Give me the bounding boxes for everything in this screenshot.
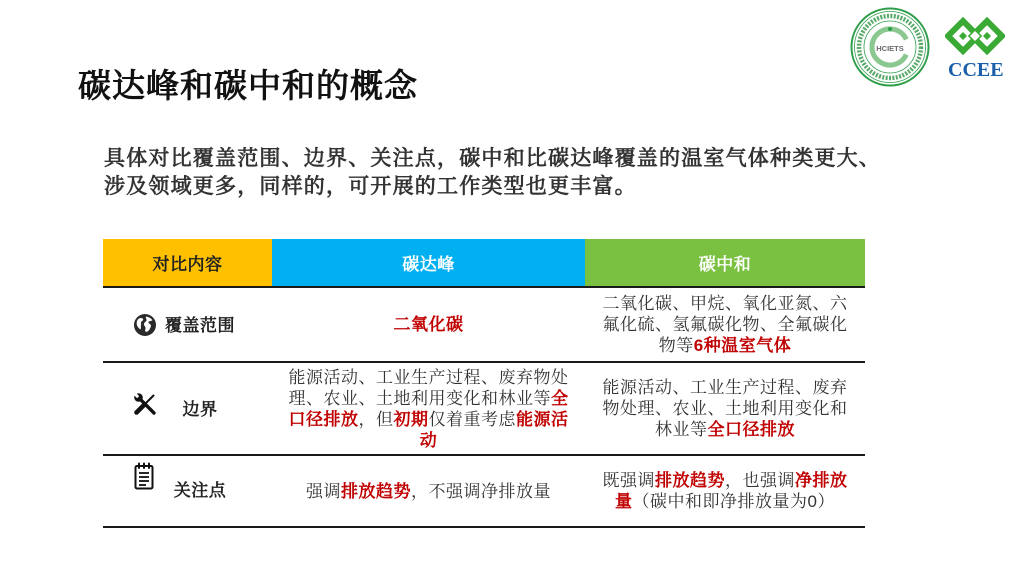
cell-text: 二氧化碳、甲烷、氧化亚氮、六 [602,294,848,313]
cell-text: （碳中和即净排放量为0） [632,492,835,511]
cell-line [603,398,848,419]
comparison-table [103,239,865,528]
cell-line [615,491,835,512]
carbon-neutral-cell [585,456,865,526]
cell-text: ，也强调 [725,471,795,490]
cell-text: 排放趋势 [341,481,411,501]
cell-line [603,377,848,398]
cell-text: ，但 [358,409,394,429]
carbon-peak-cell [272,288,585,361]
slide-title: 碳达峰和碳中和的概念 [78,67,418,104]
cell-text: 理、农业、土地利用变化和林业等 [288,388,551,408]
carbon-neutral-cell [585,288,865,361]
cell-line [420,430,438,451]
aspect-cell [103,456,272,526]
cell-text: 能源活 [516,409,569,429]
cell-text: 二氧化碳 [393,315,464,334]
aspect-cell [103,363,272,454]
cell-text: ，不强调净排放量 [411,481,551,501]
cell-text: 量 [615,492,633,511]
cell-text: 林业等 [655,420,708,439]
ccee-logo-text: CCEE [948,59,1004,81]
cell-text: 能源活动、工业生产过程、废弃 [602,378,848,397]
cell-text: 氟化硫、氢氟碳化物、全氟碳化 [602,315,848,334]
carbon-peak-cell [272,363,585,454]
header-carbon-neutral: 碳中和 [585,239,865,286]
cell-text: 能源活动、工业生产过程、废弃物处 [288,367,569,387]
table-row-coverage [103,288,865,361]
table-row-boundary [103,363,865,454]
cell-text: 物处理、农业、土地利用变化和 [602,399,848,418]
table-row-focus [103,456,865,526]
carbon-neutral-cell [585,363,865,454]
header-carbon-peak: 碳达峰 [272,239,585,286]
ccee-mark-icon [945,17,1005,55]
cell-text: 既强调 [602,471,655,490]
cell-text: 仅着重考虑 [428,409,516,429]
table-header-row [103,239,865,286]
cell-line [603,314,848,335]
cell-line [603,293,848,314]
aspect-cell [103,288,272,361]
aspect-label: 关注点 [173,481,227,500]
cell-text: 口径排放 [288,409,359,429]
table-rule [103,526,865,528]
aspect-label: 边界 [182,400,218,419]
header-compare-item: 对比内容 [103,239,272,286]
cell-text: 初期 [393,409,429,429]
intro-line: 涉及领域更多，同样的，可开展的工作类型也更丰富。 [104,175,637,198]
cell-text: 排放趋势 [655,471,725,490]
carbon-peak-cell [272,456,585,526]
intro-paragraph [104,145,881,201]
cell-line [289,388,569,409]
intro-line: 具体对比覆盖范围、边界、关注点，碳中和比碳达峰覆盖的温室气体种类更大、 [104,147,881,170]
cell-text: 强调 [306,481,341,501]
cell-line [289,367,569,388]
cell-line [289,409,569,430]
cell-text: 动 [419,430,438,450]
cell-text: 全 [551,388,569,408]
seal-logo-text: HCIETS [876,44,904,53]
cell-line [306,481,551,502]
cell-text: 6种温室气体 [693,336,792,355]
cell-line [603,470,848,491]
cell-line [655,419,795,440]
aspect-label: 覆盖范围 [165,316,235,335]
cell-text: 物等 [658,336,694,355]
cell-text: 全口径排放 [707,420,795,439]
hciets-seal-logo [850,7,930,87]
cell-text: 净排放 [795,471,848,490]
cell-line [659,335,791,356]
cell-line [394,314,464,335]
